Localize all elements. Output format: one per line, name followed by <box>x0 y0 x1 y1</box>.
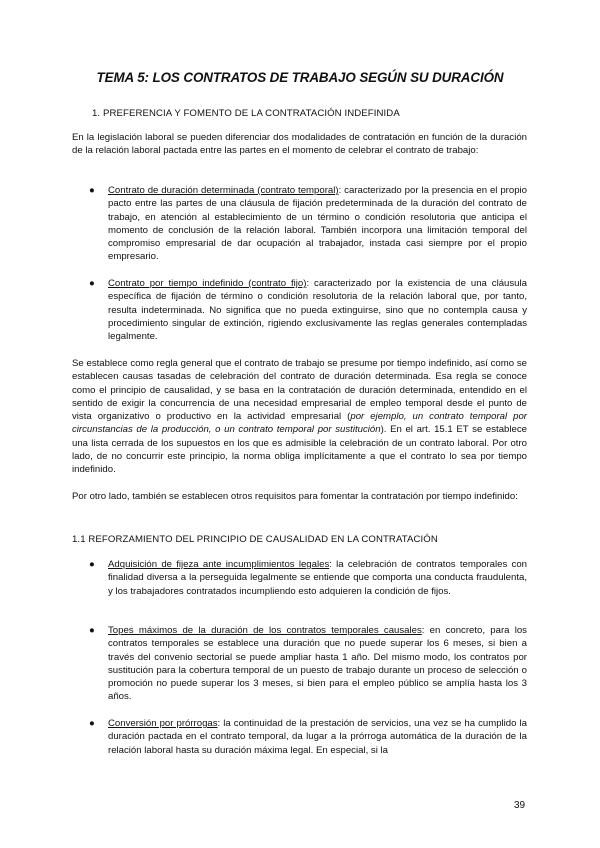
bullet-text: : caracterizado por la presencia en el propio pacto entre las partes de una cláusula de fijación predeterminada de la duración del contrato de trabajo, en atención al establecimiento de un término o condición resolutoria que anticipa el momento de conclusión de la relación laboral. También incorpora una limitación temporal del compromiso empresarial de dar ocupación al trabajador, instada casi siempre por el propio empresario. <box>108 185 527 263</box>
bullet-term: Contrato de duración determinada (contrato temporal) <box>108 185 339 196</box>
intro-paragraph: En la legislación laboral se pueden diferenciar dos modalidades de contratación en función de la duración de la relación laboral pactada entre las partes en el momento de celebrar el contrato de trabajo: <box>72 132 527 157</box>
bullet-text: : la celebración de contratos temporales con finalidad diversa a la perseguida legalmente se entiende que comporta una conducta fraudulenta, y los trabajadores contratados incumpliendo esto adquieren la condición de fijos. <box>108 559 528 597</box>
bullet-term: Adquisición de fijeza ante incumplimientos legales <box>108 559 330 570</box>
bullet-text: : la continuidad de la prestación de servicios, una vez se ha cumplido la duración pactada en el contrato temporal, da lugar a la prórroga automática de la duración de la relación laboral hasta su duración máxima legal. En especial, si la <box>108 718 527 756</box>
bullet-icon: ● <box>89 185 95 196</box>
page-number: 39 <box>514 800 526 811</box>
example-text: por ejemplo, un contrato temporal por circunstancias de la producción, o un contrato temporal por sustitución <box>72 411 528 436</box>
bullet-icon: ● <box>89 278 95 289</box>
bullet-indefinite-contract <box>89 277 527 343</box>
bullet-icon: ● <box>89 625 95 636</box>
paragraph-text: Se establece como regla general que el contrato de trabajo se presume por tiempo indefinido, así como se establecen causas tasadas de celebración del contrato de duración determinada. Esa regla se conoce como el principio de causalidad, y se basa en la contratación de duración determinada, entendido en el sentido de exigir la concurrencia de una necesidad empresarial de empleo temporal desde el punto de vista organizativo o productivo en la actividad empresarial ( <box>72 358 527 423</box>
bullet-fixity-acquisition <box>89 558 528 598</box>
bullet-term: Conversión por prórrogas <box>108 718 218 729</box>
bullet-text: : en concreto, para los contratos temporales se establece una duración que no puede superar los 6 meses, si bien a través del convenio sectorial se puede ampliar hasta 1 año. Del mismo modo, los contratos por sustitución para la cobertura temporal de un puesto de trabajo durante un proceso de selección o promoción no puede superar los 3 meses, si bien para el empleo público se amplía hasta los 3 años. <box>108 625 527 703</box>
section-1-1-heading: 1.1 REFORZAMIENTO DEL PRINCIPIO DE CAUSALIDAD EN LA CONTRATACIÓN <box>72 534 438 545</box>
page-title: TEMA 5: LOS CONTRATOS DE TRABAJO SEGÚN SU DURACIÓN <box>96 70 504 85</box>
bullet-extension-conversion <box>89 717 527 757</box>
bullet-text: : caracterizado por la existencia de una cláusula específica de fijación de término o condición resolutoria de la relación laboral que, por tanto, resulta indeterminada. No significa que no pueda extinguirse, sino que no contempla causa y procedimiento singular de extinción, rigiendo exclusivamente las reglas generales contempladas legalmente. <box>108 278 527 343</box>
causality-paragraph <box>72 357 527 477</box>
requirements-paragraph: Por otro lado, también se establecen otros requisitos para fomentar la contratación por tiempo indefinido: <box>72 491 518 502</box>
bullet-term: Topes máximos de la duración de los contratos temporales causales <box>108 625 422 636</box>
paragraph-text: ). En el art. 15.1 ET se establece una lista cerrada de los supuestos en los que es admisible la celebración de un contrato laboral. Por otro lado, de no concurrir este principio, la norma obliga implícitamente a que el contrato lo sea por tiempo indefinido. <box>72 424 527 476</box>
section-1-heading: 1. PREFERENCIA Y FOMENTO DE LA CONTRATACIÓN INDEFINIDA <box>92 108 400 119</box>
bullet-max-duration <box>89 624 527 704</box>
bullet-temporal-contract <box>89 184 527 264</box>
bullet-term: Contrato por tiempo indefinido (contrato fijo) <box>108 278 307 289</box>
bullet-icon: ● <box>89 559 95 570</box>
bullet-icon: ● <box>89 718 95 729</box>
